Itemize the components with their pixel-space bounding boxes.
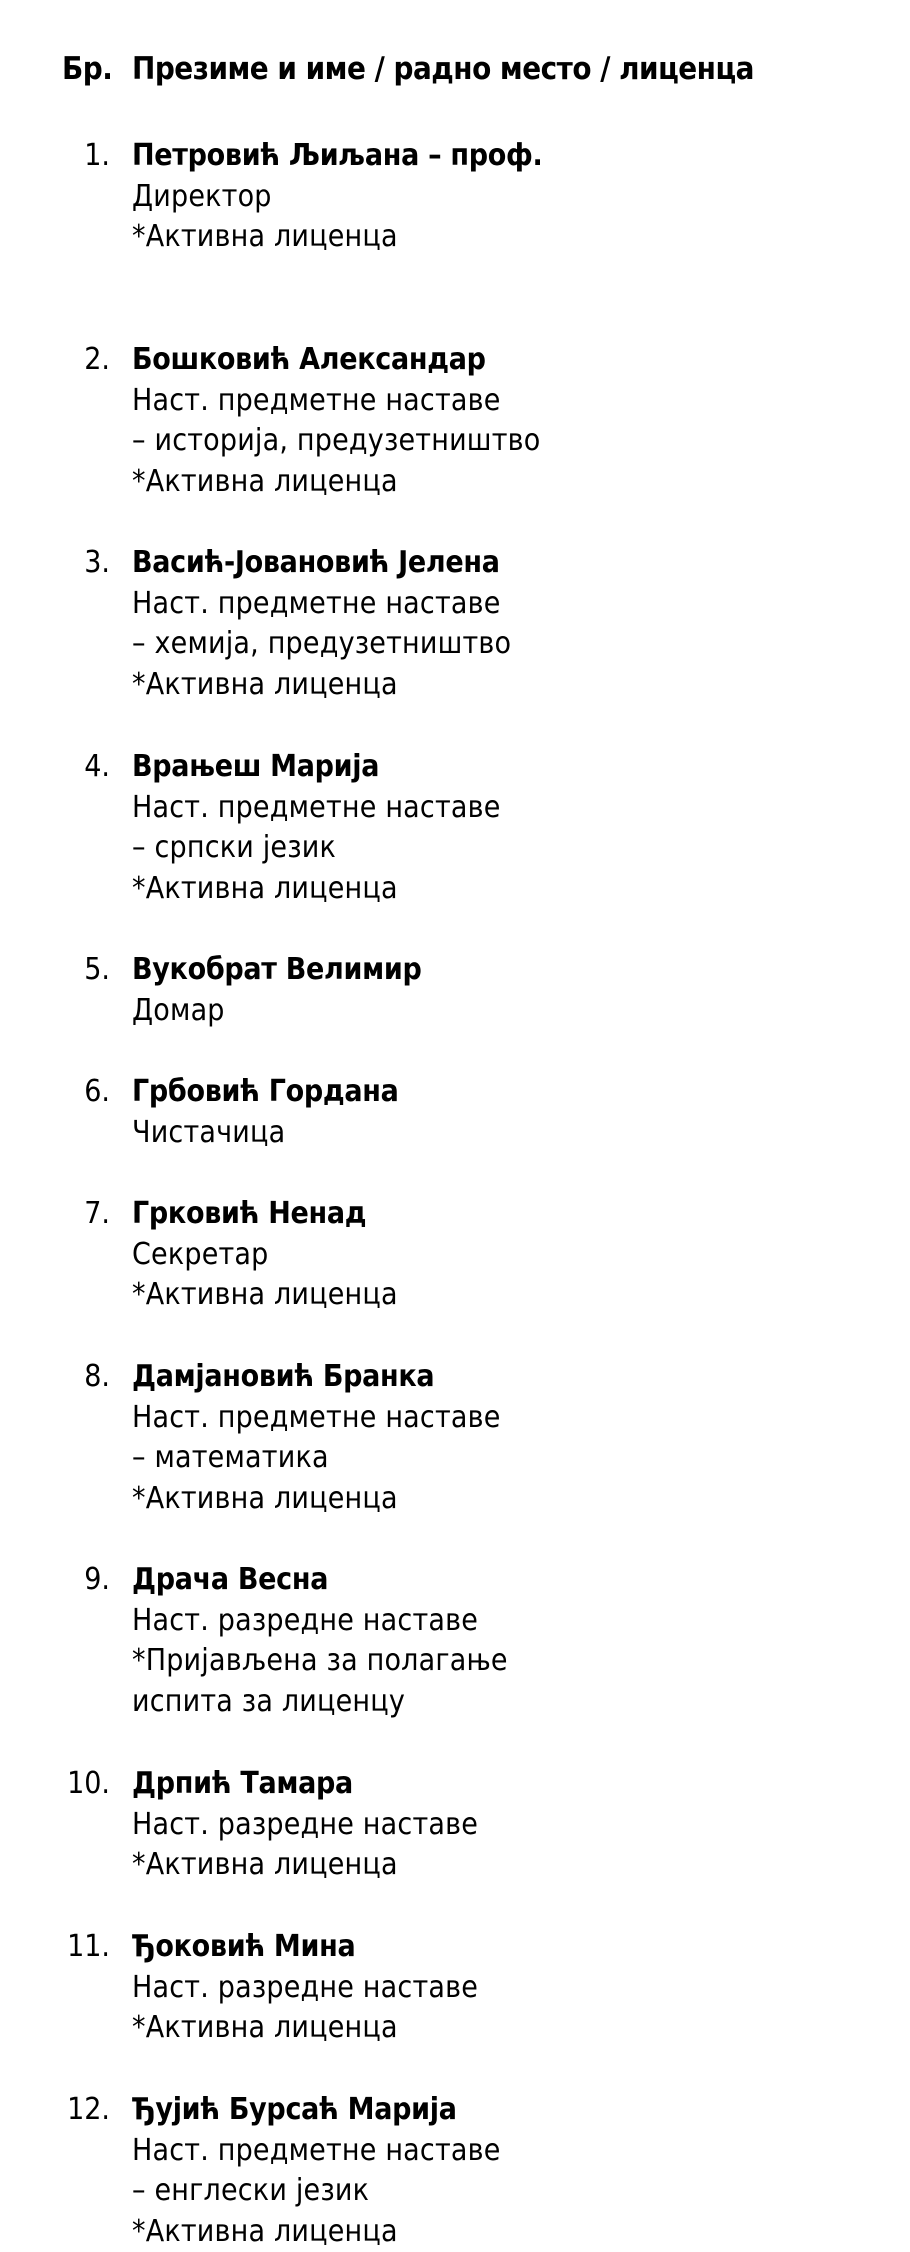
column-title: Презиме и име / радно место / лиценца [132,51,754,87]
position-line: Наст. предметне наставе [132,381,892,422]
entry-number: 9. [84,1560,110,1600]
position-line: Наст. разредне наставе [132,1601,892,1642]
entry-body [132,340,892,502]
entry-number: 8. [84,1357,110,1397]
staff-name: Дрпић Тамара [132,1764,892,1805]
staff-name: Вукобрат Велимир [132,950,892,991]
column-number-label: Бр. [62,51,132,87]
entry-body [132,543,892,705]
staff-name: Врањеш Марија [132,747,892,788]
position-line: Чистачица [132,1113,892,1154]
entry-number: 10. [67,1764,110,1804]
license-status: *Пријављена за полагање [132,1641,892,1682]
entry-number: 3. [84,543,110,583]
license-status: испита за лиценцу [132,1682,892,1723]
license-status: *Активна лиценца [132,665,892,706]
entry-body [132,1194,892,1316]
entry-body [132,1764,892,1886]
position-line: – хемија, предузетништво [132,624,892,665]
position-line: Директор [132,177,892,218]
position-line: Наст. предметне наставе [132,1398,892,1439]
entry-body [132,1357,892,1519]
entry-body [132,747,892,909]
license-status: *Активна лиценца [132,2212,892,2252]
position-line: Наст. разредне наставе [132,1805,892,1846]
entry-body [132,136,892,258]
license-status: *Активна лиценца [132,2008,892,2049]
staff-name: Бошковић Александар [132,340,892,381]
entry-body [132,1560,892,1722]
staff-name: Петровић Љиљана – проф. [132,136,892,177]
license-status: *Активна лиценца [132,1479,892,1520]
position-line: Секретар [132,1235,892,1276]
position-line: Наст. разредне наставе [132,1968,892,2009]
entry-number: 4. [84,747,110,787]
staff-name: Грковић Ненад [132,1194,892,1235]
position-line: – енглески језик [132,2171,892,2212]
entry-number: 2. [84,340,110,380]
entry-body [132,1927,892,2049]
position-line: – математика [132,1438,892,1479]
entry-number: 5. [84,950,110,990]
entry-body [132,2090,892,2252]
staff-name: Васић-Јовановић Јелена [132,543,892,584]
position-line: Наст. предметне наставе [132,788,892,829]
entry-number: 1. [84,136,110,176]
entry-number: 7. [84,1194,110,1234]
position-line: Наст. предметне наставе [132,584,892,625]
entry-number: 6. [84,1072,110,1112]
entry-number: 12. [67,2090,110,2130]
position-line: – српски језик [132,828,892,869]
entry-body [132,1072,892,1153]
license-status: *Активна лиценца [132,462,892,503]
position-line: – историја, предузетништво [132,421,892,462]
license-status: *Активна лиценца [132,217,892,258]
staff-name: Дамјановић Бранка [132,1357,892,1398]
position-line: Домар [132,991,892,1032]
position-line: Наст. предметне наставе [132,2131,892,2172]
entry-body [132,950,892,1031]
staff-name: Ђујић Бурсаћ Марија [132,2090,892,2131]
staff-name: Ђоковић Мина [132,1927,892,1968]
license-status: *Активна лиценца [132,1845,892,1886]
staff-name: Драча Весна [132,1560,892,1601]
entry-number: 11. [67,1927,110,1967]
license-status: *Активна лиценца [132,869,892,910]
license-status: *Активна лиценца [132,1275,892,1316]
staff-name: Грбовић Гордана [132,1072,892,1113]
